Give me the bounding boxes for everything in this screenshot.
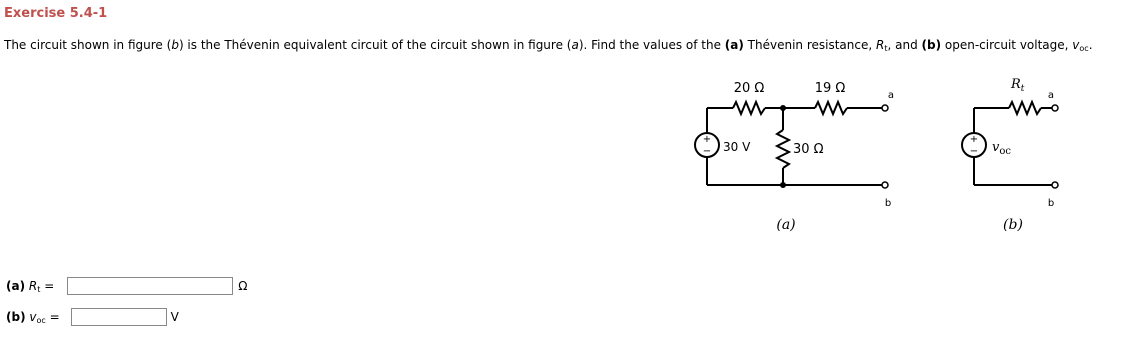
label-term-a-b: a [1047,90,1055,101]
source-30v [695,133,719,157]
svg-text:+: + [969,134,979,145]
source-voc [962,133,986,157]
label-r2: 19 Ω [814,81,846,96]
answer-label-a: (a) $R_t$ = [6,278,55,294]
problem-statement: The circuit shown in figure (b) is the Thévenin equivalent circuit of the circuit shown in figure (a). Find the values of the (a) Thévenin resistance, $R_t$, and (b) open-circuit voltage, $v_{oc}$. [4,38,1093,53]
rt-answer-input[interactable] [67,277,233,295]
label-term-a: a [887,90,895,101]
answer-row-a [6,277,247,295]
resistor-rt [1009,102,1041,114]
answer-label-b: (b) $v_{oc}$ = [6,309,60,325]
exercise-title: Exercise 5.4-1 [4,6,108,21]
caption-a: (a) [776,217,796,233]
resistor-20-ohm [733,102,765,114]
unit-volt: V [170,310,179,324]
svg-text:+: + [702,134,712,145]
label-rt: $R_t$ [1011,77,1025,94]
unit-ohm: Ω [238,279,248,293]
label-r3: 30 Ω [793,142,824,157]
terminal-a-b [1052,105,1058,111]
terminal-b [882,182,888,188]
answer-row-b [6,308,179,326]
terminal-b-b [1052,182,1058,188]
resistor-19-ohm [815,102,847,114]
label-source: 30 V [723,140,751,154]
label-term-b-b: b [1047,198,1055,209]
svg-text:−: − [702,146,712,157]
terminal-a [882,105,888,111]
junction-top [780,105,786,111]
caption-b: (b) [1003,217,1023,233]
svg-text:−: − [969,146,979,157]
junction-bottom [780,182,786,188]
voc-answer-input[interactable] [71,308,167,326]
resistor-30-ohm [777,130,789,168]
label-voc: $v_{oc}$ [992,140,1011,157]
label-r1: 20 Ω [733,81,765,96]
label-term-b: b [884,198,892,209]
